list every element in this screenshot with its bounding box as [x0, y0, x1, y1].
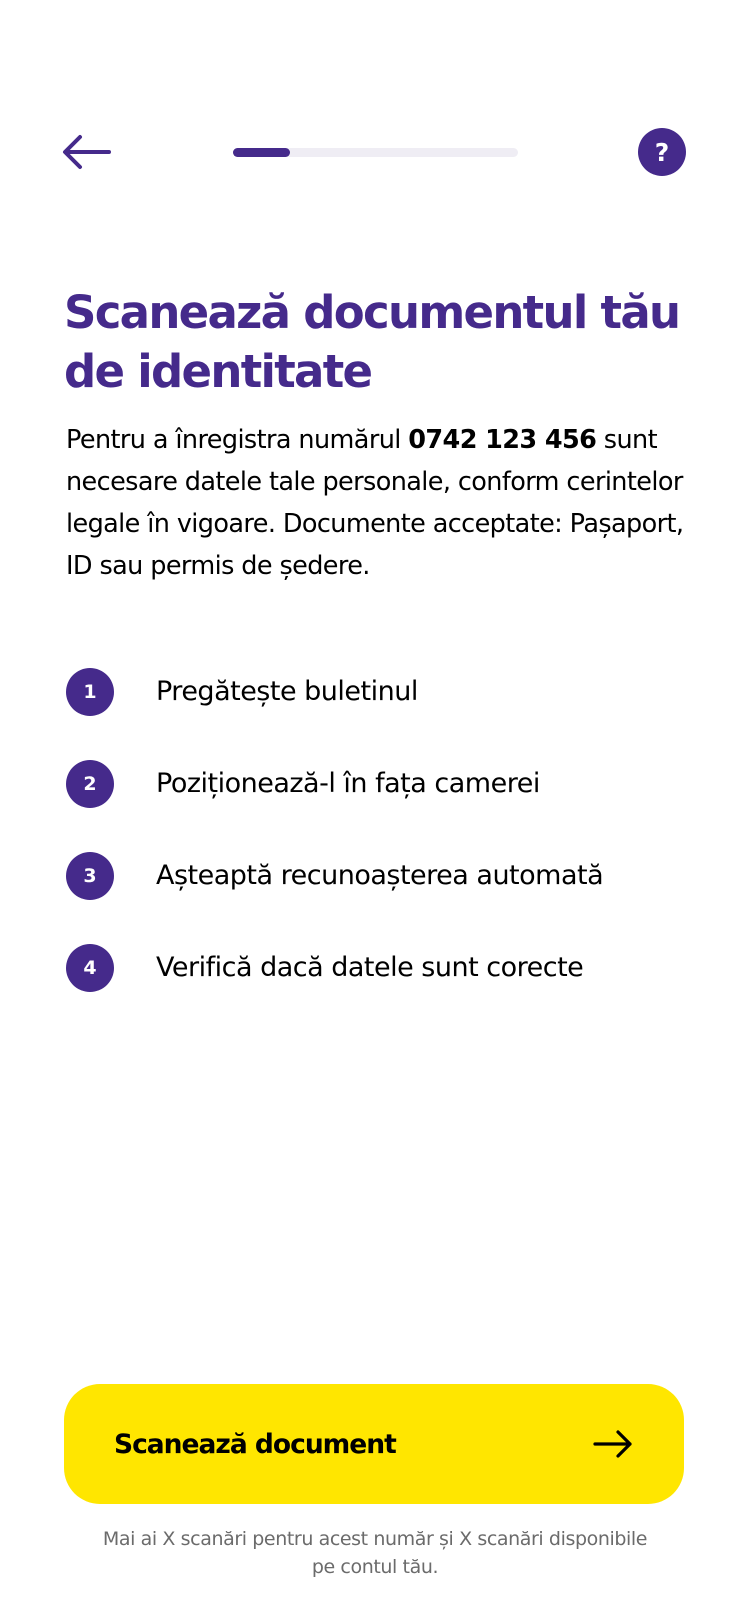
arrow-right-icon: [592, 1428, 634, 1460]
step-label: Așteaptă recunoașterea automată: [156, 860, 604, 891]
scan-document-label: Scanează document: [114, 1428, 396, 1460]
progress-bar-fill: [233, 148, 290, 157]
back-button[interactable]: [58, 128, 114, 176]
step-label: Verifică dacă datele sunt corecte: [156, 952, 584, 983]
help-button[interactable]: [638, 128, 686, 176]
page-title: Scanează documentul tău de identitate: [64, 286, 680, 398]
step-item: [66, 944, 706, 1036]
step-number-badge: 3: [66, 852, 114, 900]
top-bar: [0, 128, 750, 176]
step-number-badge: 4: [66, 944, 114, 992]
arrow-left-icon: [60, 132, 112, 172]
step-label: Poziționează-l în fața camerei: [156, 768, 540, 799]
step-item: [66, 852, 706, 944]
step-label: Pregătește buletinul: [156, 676, 418, 707]
step-number-badge: 1: [66, 668, 114, 716]
step-item: [66, 760, 706, 852]
scan-document-button[interactable]: [64, 1384, 684, 1504]
progress-bar: [233, 148, 518, 157]
scans-remaining-note: Mai ai X scanări pentru acest număr și X scanări disponibile pe contul tău.: [102, 1528, 648, 1578]
intro-text: [66, 419, 706, 587]
phone-number: 0742 123 456: [408, 425, 597, 455]
help-icon: ?: [654, 137, 670, 167]
intro-text-end: sunt necesare datele tale personale, conform cerintelor legale în vigoare. Documente acceptate: Pașaport, ID sau permis de ședere.: [66, 425, 684, 581]
steps-list: [66, 668, 706, 1036]
step-number-badge: 2: [66, 760, 114, 808]
step-item: [66, 668, 706, 760]
intro-text-start: Pentru a înregistra numărul: [66, 425, 409, 455]
